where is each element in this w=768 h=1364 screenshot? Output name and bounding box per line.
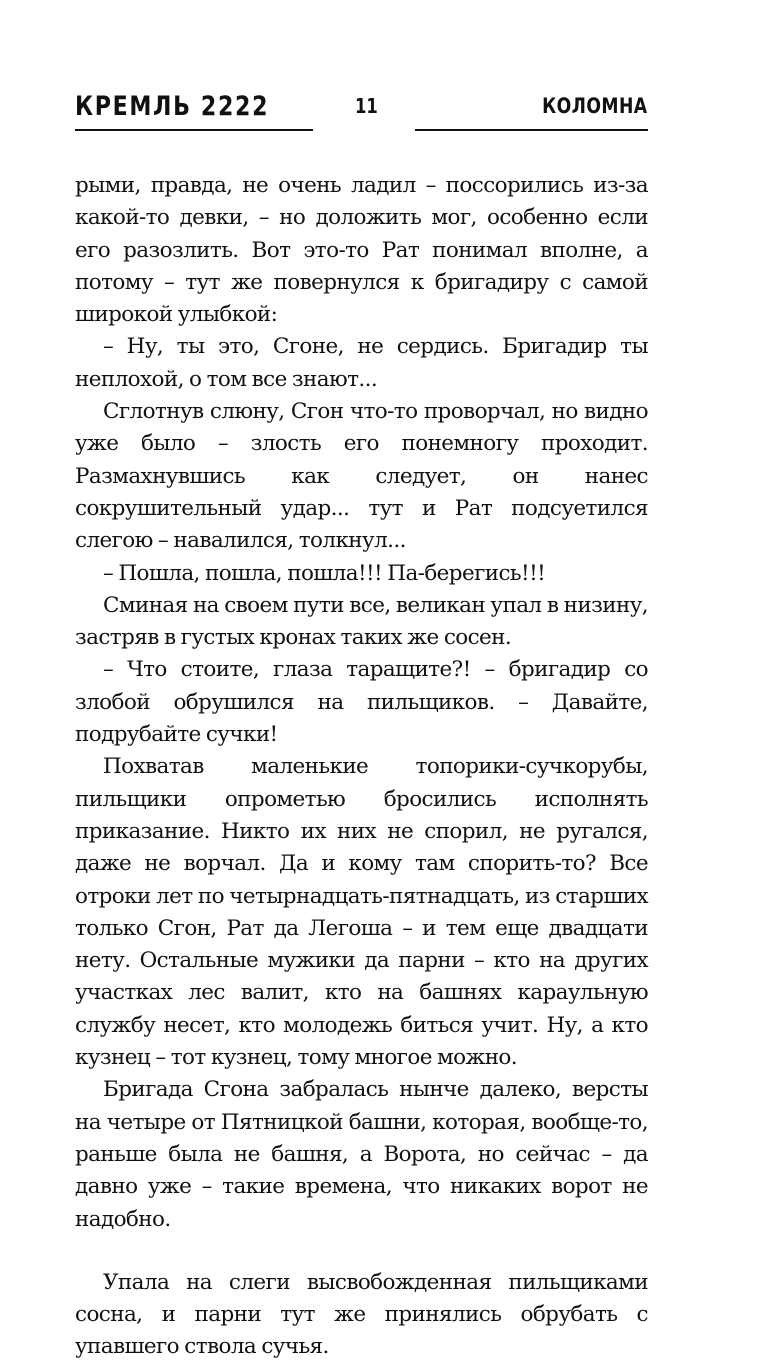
paragraph: Сминая на своем пути все, великан упал в низину, застряв в густых кронах таких же сосен. bbox=[75, 592, 648, 651]
paragraph: – Пошла, пошла, пошла!!! Па-берегись!!! bbox=[103, 560, 546, 586]
header-rule-right bbox=[415, 129, 648, 131]
paragraph: – Ну, ты это, Сгоне, не сердись. Бригадир ты неплохой, о том все знают... bbox=[75, 334, 648, 392]
chapter-title: КОЛОМНА bbox=[542, 94, 648, 118]
header-rule-left bbox=[75, 129, 313, 131]
paragraph: – Что стоите, глаза таращите?! – бригадир со злобой обрушился на пильщиков. – Давайте, подрубайте сучки! bbox=[75, 657, 648, 748]
paragraph: рыми, правда, не очень ладил – поссорились из-за какой-то девки, – но доложить мог, особенно если его разозлить. Вот это-то Рат понимал вполне, а потому – тут же повернулся к бригадиру с самой широкой улыбкой: bbox=[75, 173, 648, 328]
paragraph: Бригада Сгона забралась нынче далеко, версты на четыре от Пятницкой башни, которая, вообще-то, раньше была не башня, а Ворота, но сейчас – да давно уже – такие времена, что никаких ворот не надобно. bbox=[75, 1077, 648, 1232]
running-header bbox=[75, 92, 648, 136]
paragraph: Сглотнув слюну, Сгон что-то проворчал, но видно уже было – злость его понемногу проходит. Размахнувшись как следует, он нанес сокрушительный удар... тут и Рат подсуетился слегою – навалился, толкнул... bbox=[75, 399, 648, 554]
page-number: 11 bbox=[355, 94, 378, 118]
body-text bbox=[75, 170, 648, 1364]
paragraph: Упала на слеги высвобожденная пильщиками сосна, и парни тут же принялись обрубать с упавшего ствола сучья. bbox=[75, 1269, 648, 1360]
paragraph: Похватав маленькие топорики-сучкорубы, пильщики опрометью бросились исполнять приказание. Никто их них не спорил, не ругался, даже не ворчал. Да и кому там спорить-то? Все отроки лет по четырнадцать-пятнадцать, из старших только Сгон, Рат да Легоша – и тем еще двадцати нету. Остальные мужики да парни – кто на других участках лес валит, кто на башнях караульную службу несет, кто молодежь биться учит. Ну, а кто кузнец – тот кузнец, тому многое можно. bbox=[75, 754, 648, 1071]
series-title: КРЕМЛЬ 2222 bbox=[75, 91, 270, 122]
